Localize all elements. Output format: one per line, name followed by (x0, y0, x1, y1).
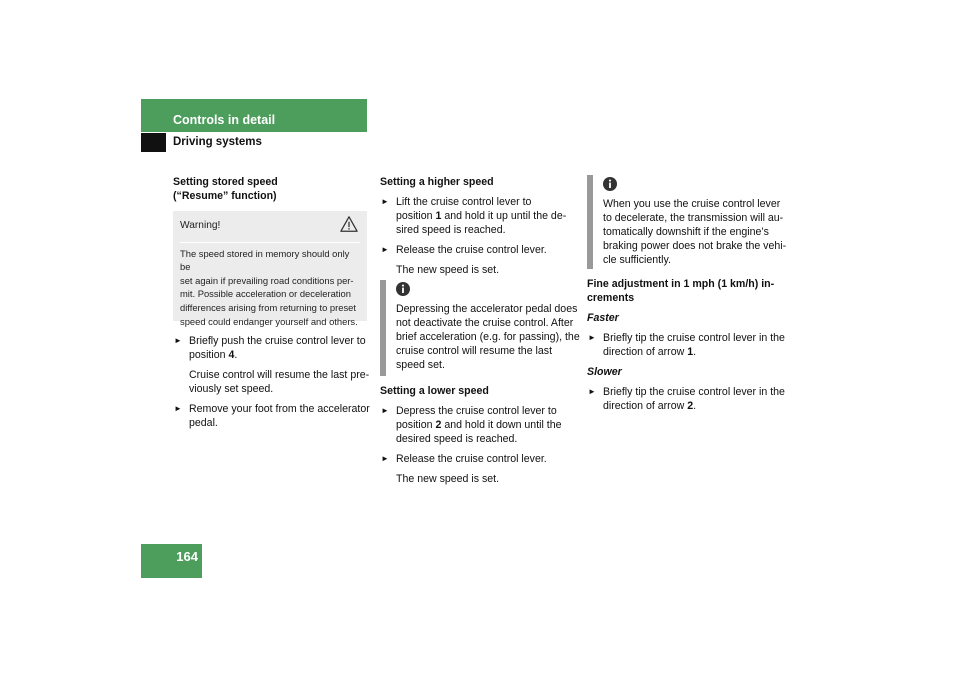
warning-title: Warning! (180, 220, 221, 231)
info-note-downshift (603, 177, 789, 267)
step-text: Release the cruise control lever. (396, 453, 547, 465)
note-line: cruise control will resume the last (396, 345, 553, 357)
heading-lower-speed: Setting a lower speed (380, 385, 489, 397)
warning-line: set again if prevailing road conditions per- (180, 274, 354, 286)
step-text: Briefly tip the cruise control lever in the (603, 386, 785, 398)
arrow-bullet-icon: ► (588, 333, 596, 342)
step-text: Release the cruise control lever. (396, 244, 547, 256)
note-line: speed set. (396, 359, 445, 371)
heading-fine-adjustment (587, 277, 791, 305)
step-result (173, 368, 371, 396)
position-number: 4 (228, 349, 235, 361)
note-bar (380, 280, 386, 376)
arrow-bullet-icon: ► (174, 404, 182, 413)
note-line: tomatically downshift if the engine’s (603, 226, 769, 238)
page-number-box (141, 544, 202, 578)
step-lift-lever (380, 195, 580, 237)
heading-resume (173, 175, 369, 203)
heading-higher-speed: Setting a higher speed (380, 176, 494, 188)
section-title: Controls in detail (173, 113, 276, 127)
warning-triangle-icon (340, 215, 358, 233)
step-text: direction of arrow (603, 346, 688, 358)
warning-box (173, 211, 367, 327)
step-text: and hold it down until the (441, 419, 562, 431)
step-text: . (693, 400, 697, 412)
step-text: Lift the cruise control lever to (396, 196, 532, 208)
warning-text (180, 247, 359, 329)
step-text: Briefly push the cruise control lever to (189, 335, 366, 347)
step-text: desired speed is reached. (396, 433, 518, 445)
result-text: Cruise control will resume the last pre- (189, 369, 370, 381)
arrow-bullet-icon: ► (381, 406, 389, 415)
note-text (603, 197, 789, 267)
section-header (141, 99, 367, 132)
step-text: Briefly tip the cruise control lever in the (603, 332, 785, 344)
label-slower: Slower (587, 366, 622, 378)
label-faster: Faster (587, 312, 619, 324)
step-depress-lever (380, 404, 580, 446)
section-tab-marker (141, 133, 166, 152)
note-line: braking power does not brake the vehi- (603, 240, 787, 252)
heading-resume-line2: (“Resume” function) (173, 190, 277, 202)
step-text: pedal. (189, 417, 218, 429)
arrow-number: 2 (687, 400, 694, 412)
arrow-bullet-icon: ► (381, 197, 389, 206)
warning-line: mit. Possible acceleration or deceleration (180, 288, 351, 300)
heading-line: crements (587, 292, 635, 304)
position-number: 2 (435, 419, 442, 431)
note-line: brief acceleration (e.g. for passing), the (396, 331, 580, 343)
step-tip-slower (587, 385, 791, 413)
note-line: Depressing the accelerator pedal does (396, 303, 578, 315)
step-text: position (396, 210, 436, 222)
step-result: The new speed is set. (396, 473, 500, 485)
step-text: and hold it up until the de- (441, 210, 567, 222)
heading-line: Fine adjustment in 1 mph (1 km/h) in- (587, 278, 775, 290)
heading-resume-line1: Setting stored speed (173, 176, 278, 188)
info-note-accelerator (396, 282, 580, 372)
subsection-title: Driving systems (173, 136, 262, 148)
note-text (396, 302, 580, 372)
step-release-lever (380, 243, 580, 257)
step-result: The new speed is set. (396, 264, 500, 276)
step-text: Remove your foot from the accelerator (189, 403, 370, 415)
column-1 (173, 175, 369, 203)
page-number: 164 (176, 549, 198, 564)
column-2 (380, 175, 580, 277)
arrow-bullet-icon: ► (174, 336, 182, 345)
warning-line: differences arising from returning to preset (180, 301, 356, 313)
step-push-lever (173, 334, 371, 362)
column-3-fine (587, 277, 791, 413)
step-text: direction of arrow (603, 400, 688, 412)
step-text: Depress the cruise control lever to (396, 405, 557, 417)
step-text: . (234, 349, 238, 361)
warning-divider (180, 242, 360, 243)
note-bar (587, 175, 593, 269)
step-text: position (396, 419, 436, 431)
step-release-lever (380, 452, 580, 466)
step-tip-faster (587, 331, 791, 359)
info-icon (396, 282, 410, 296)
warning-line: The speed stored in memory should only be (180, 247, 350, 273)
info-icon (603, 177, 617, 191)
position-number: 1 (435, 210, 442, 222)
arrow-bullet-icon: ► (381, 245, 389, 254)
column-1-steps (173, 334, 371, 430)
arrow-number: 1 (687, 346, 694, 358)
note-line: not deactivate the cruise control. After (396, 317, 574, 329)
result-text: viously set speed. (189, 383, 274, 395)
arrow-bullet-icon: ► (381, 454, 389, 463)
step-remove-foot (173, 402, 371, 430)
step-text: position (189, 349, 229, 361)
step-text: . (693, 346, 697, 358)
column-2-lower (380, 384, 580, 486)
note-line: to decelerate, the transmission will au- (603, 212, 784, 224)
step-text: sired speed is reached. (396, 224, 506, 236)
note-line: cle sufficiently. (603, 254, 671, 266)
arrow-bullet-icon: ► (588, 387, 596, 396)
note-line: When you use the cruise control lever (603, 198, 781, 210)
warning-line: speed could endanger yourself and others. (180, 315, 358, 327)
